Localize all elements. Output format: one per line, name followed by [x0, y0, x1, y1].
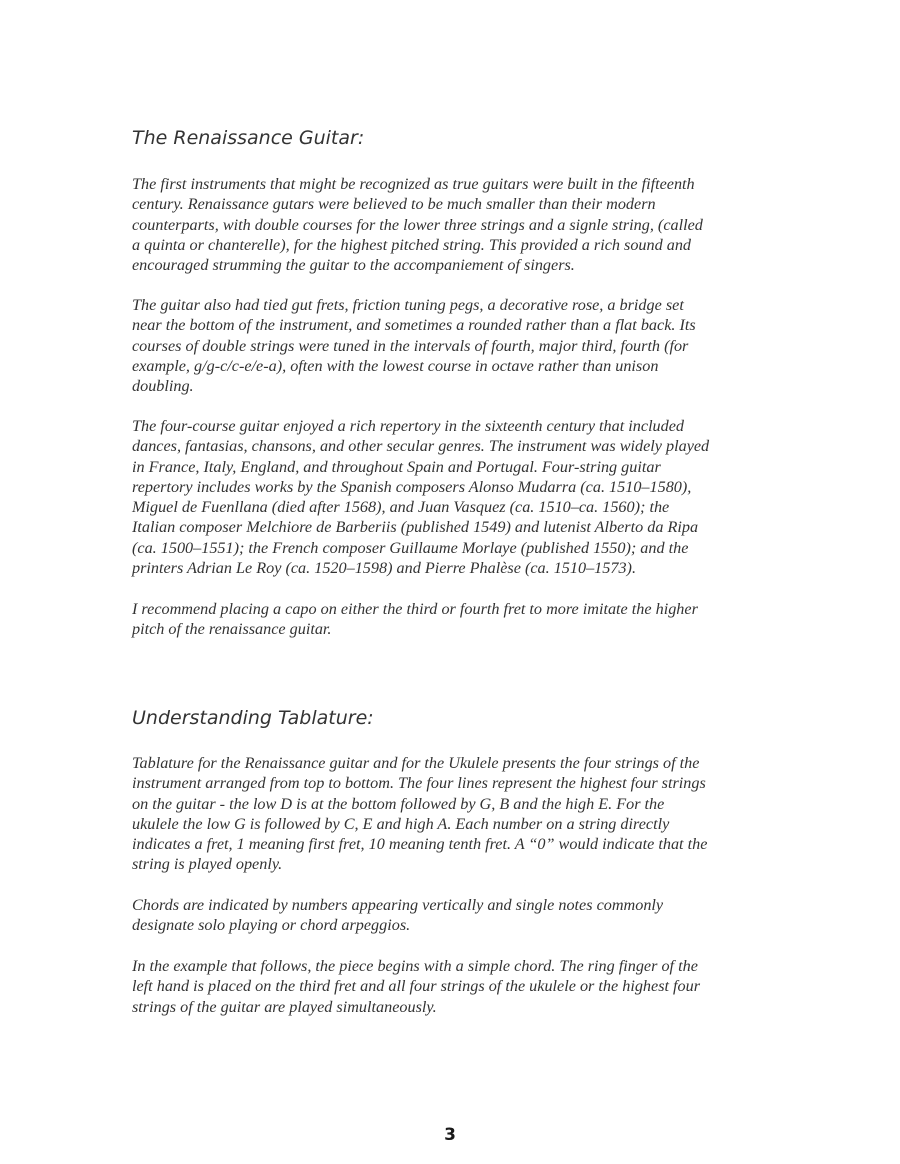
paragraph: The guitar also had tied gut frets, friction tuning pegs, a decorative rose, a bridge set near the bottom of the instrument, and sometimes a rounded rather than a flat back. Its courses of double strings were tuned in the intervals of fourth, major third, fourth (for example, g/g-c/c-e/e-a), often with the lowest course in octave rather than unison doubling. — [132, 296, 696, 396]
section-heading-renaissance-guitar: The Renaissance Guitar: — [132, 127, 365, 149]
paragraph: Tablature for the Renaissance guitar and for the Ukulele presents the four strings of the instrument arranged from top to bottom. The four lines represent the highest four strings on the guitar - the low D is at the bottom followed by G, B and the high E. For the ukulele the low G is followed by C, E and high A. Each number on a string directly indicates a fret, 1 meaning first fret, 10 meaning tenth fret. A “0” would indicate that the string is played openly. — [132, 754, 708, 874]
paragraph: I recommend placing a capo on either the third or fourth fret to more imitate the higher pitch of the renaissance guitar. — [132, 600, 698, 639]
paragraph: The four-course guitar enjoyed a rich repertory in the sixteenth century that included dances, fantasias, chansons, and other secular genres. The instrument was widely played in France, Italy, England, and throughout Spain and Portugal. Four-string guitar repertory includes works by the Spanish composers Alonso Mudarra (ca. 1510–1580), Miguel de Fuenllana (died after 1568), and Juan Vasquez (ca. 1510–ca. 1560); the Italian composer Melchiore de Barberiis (published 1549) and lutenist Alberto da Ripa (ca. 1500–1551); the French composer Guillaume Morlaye (published 1550); and the printers Adrian Le Roy (ca. 1520–1598) and Pierre Phalèse (ca. 1510–1573). — [132, 417, 710, 578]
page-number: 3 — [444, 1125, 456, 1145]
paragraph: In the example that follows, the piece begins with a simple chord. The ring finger of the left hand is placed on the third fret and all four strings of the ukulele or the highest four strings of the guitar are played simultaneously. — [132, 957, 701, 1016]
paragraph: Chords are indicated by numbers appearing vertically and single notes commonly designate solo playing or chord arpeggios. — [132, 896, 664, 935]
section-heading-understanding-tablature: Understanding Tablature: — [132, 707, 374, 729]
paragraph: The first instruments that might be recognized as true guitars were built in the fifteenth century. Renaissance gutars were believed to be much smaller than their modern counterparts, with double courses for the lower three strings and a signle string, (called a quinta or chanterelle), for the highest pitched string. This provided a rich sound and encouraged strumming the guitar to the accompaniement of singers. — [132, 175, 703, 275]
